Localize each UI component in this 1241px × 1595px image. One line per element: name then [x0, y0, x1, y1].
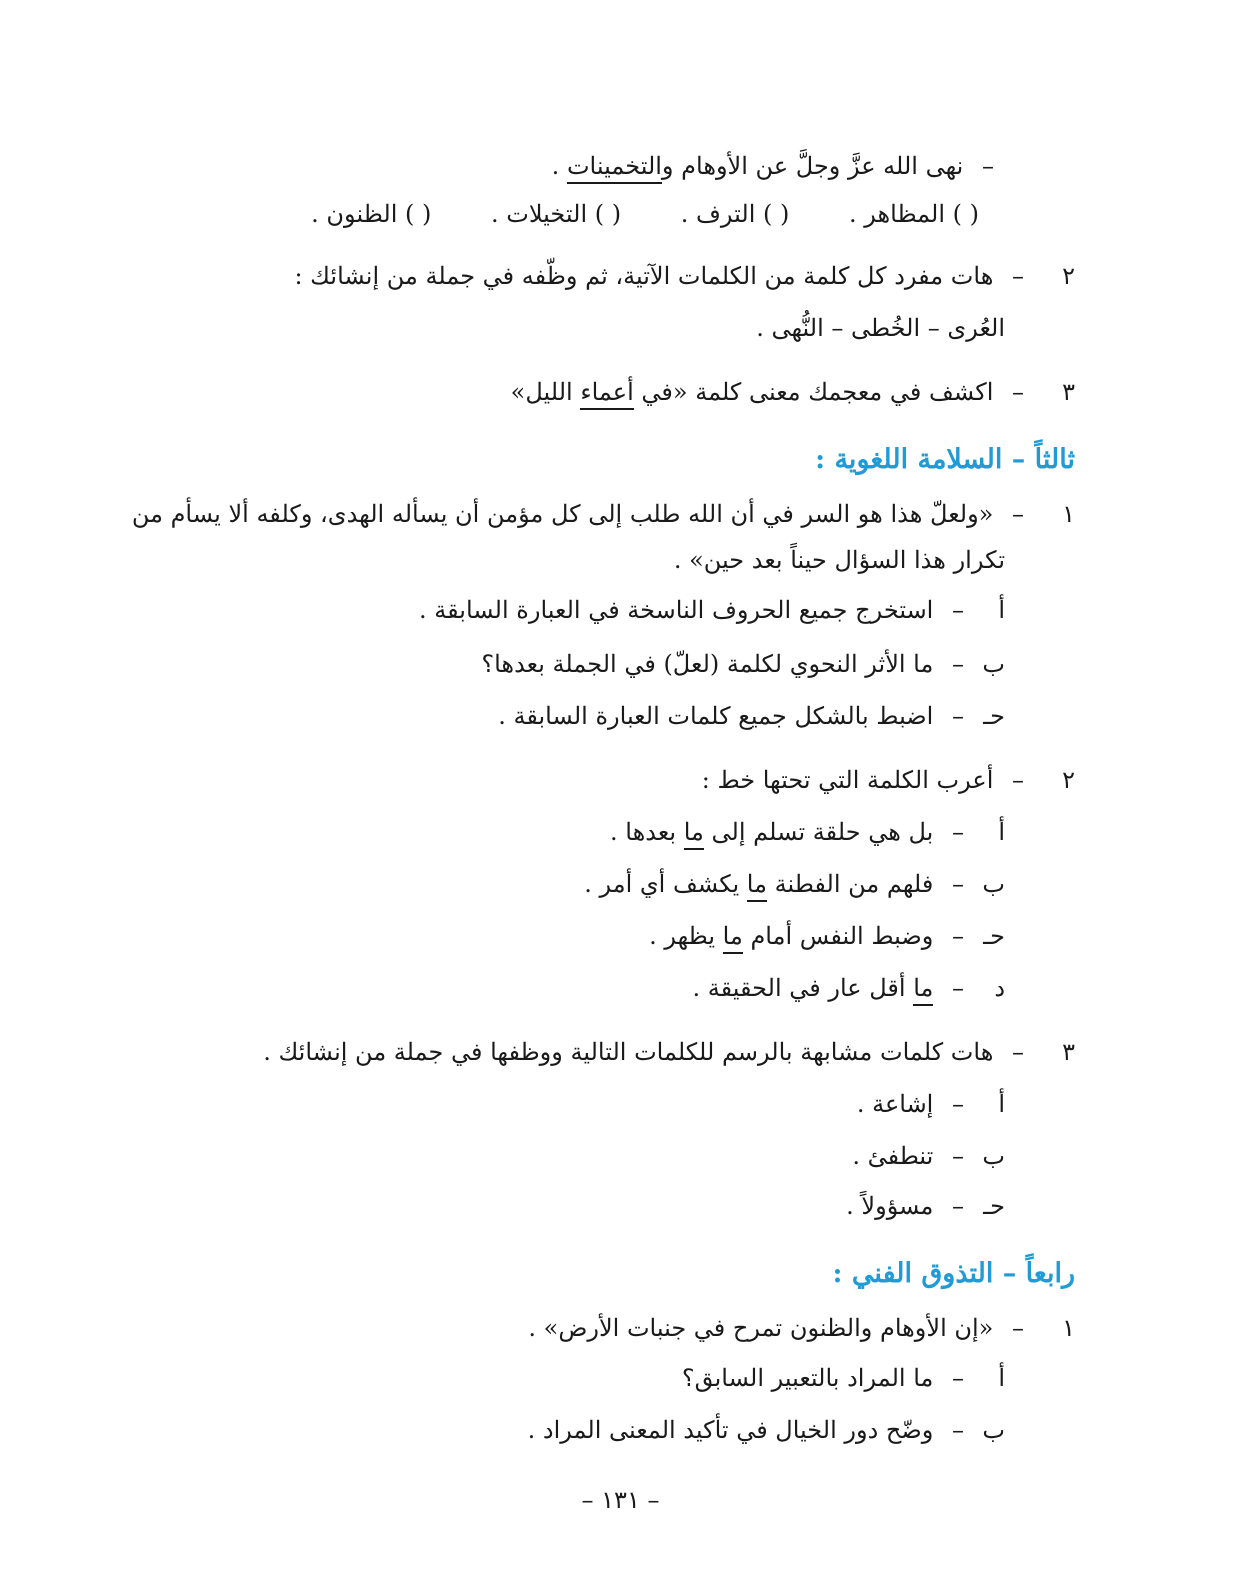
s3-item3-sub-a [857, 1090, 1005, 1118]
q1-option-4[interactable]: ( ) الظنون . [311, 200, 432, 228]
sub-text: وضّح دور الخيال في تأكيد المعنى المراد . [527, 1416, 934, 1444]
sub-underlined: ما [723, 922, 743, 954]
s3-item1-dash: – [1012, 500, 1024, 528]
q1-underlined-word: التخمينات [567, 152, 662, 184]
s3-item2-text: أعرب الكلمة التي تحتها خط : [701, 766, 994, 794]
q2-words: العُرى – الخُطى – النُّهى . [756, 314, 1005, 342]
s3-item2-number: ٢ [1062, 766, 1075, 794]
sub-after: أقل عار في الحقيقة . [692, 974, 914, 1002]
sub-letter: حـ [983, 702, 1005, 730]
s3-item2-sub-c [649, 922, 1005, 950]
sub-letter: ب [982, 1142, 1005, 1170]
sub-text: تنطفئ . [852, 1142, 934, 1170]
sub-letter: أ [998, 1364, 1005, 1392]
sub-letter: ب [982, 870, 1005, 898]
q3-number: ٣ [1062, 378, 1075, 406]
sub-text: مسؤولاً . [846, 1192, 934, 1220]
s4-item1-sub-b [528, 1416, 1005, 1444]
sub-text: اضبط بالشكل جميع كلمات العبارة السابقة . [498, 702, 934, 730]
s3-item3 [263, 1038, 1075, 1066]
page-number: – ١٣١ – [581, 1486, 660, 1514]
q3-text-after: الليل» [510, 378, 581, 406]
sub-underlined: ما [747, 870, 767, 902]
q1-option-1[interactable]: ( ) المظاهر . [849, 200, 979, 228]
s3-item1-sub-c [498, 702, 1005, 730]
sub-text: إشاعة . [856, 1090, 934, 1118]
q1-text-before: نهى الله عزَّ وجلَّ عن الأوهام و [661, 152, 964, 180]
sub-text: استخرج جميع الحروف الناسخة في العبارة السابقة . [419, 596, 934, 624]
sub-letter: أ [998, 818, 1005, 846]
s3-item1-line1: «ولعلّ هذا هو السر في أن الله طلب إلى كل مؤمن أن يسأله الهدى، وكلفه ألا يسأم من [131, 500, 994, 528]
sub-after: بعدها . [610, 818, 684, 846]
q3-text-before: اكشف في معجمك معنى كلمة «في [633, 378, 994, 406]
sub-dash: – [952, 650, 964, 678]
s3-item3-sub-c [846, 1192, 1005, 1220]
sub-dash: – [952, 818, 964, 846]
section4-title: رابعاً – التذوق الفني : [832, 1258, 1075, 1289]
sub-underlined: ما [913, 974, 933, 1006]
sub-before: وضبط النفس أمام [742, 922, 934, 950]
sub-before: فلهم من الفطنة [766, 870, 934, 898]
q3-dash: – [1012, 378, 1024, 406]
sub-after: يظهر . [649, 922, 723, 950]
s3-item2-sub-a [610, 818, 1005, 846]
sub-before: بل هي حلقة تسلم إلى [703, 818, 934, 846]
s4-item1-number: ١ [1062, 1314, 1075, 1342]
s3-item1-sub-b [481, 650, 1005, 678]
sub-dash: – [952, 1192, 964, 1220]
sub-letter: ب [982, 1416, 1005, 1444]
sub-letter: ب [982, 650, 1005, 678]
q1-option-2[interactable]: ( ) الترف . [680, 200, 790, 228]
sub-letter: حـ [983, 1192, 1005, 1220]
q1-options [311, 200, 979, 228]
sub-dash: – [952, 1416, 964, 1444]
q3-underlined-word: أعماء [580, 378, 633, 410]
s3-item1-number: ١ [1062, 500, 1075, 528]
sub-after: يكشف أي أمر . [584, 870, 747, 898]
q2-dash: – [1012, 262, 1024, 290]
s3-item2-dash: – [1012, 766, 1024, 794]
sub-text: ما المراد بالتعبير السابق؟ [681, 1364, 934, 1392]
s3-item1-sub-a [419, 596, 1005, 624]
sub-letter: أ [998, 1090, 1005, 1118]
sub-dash: – [952, 974, 964, 1002]
q2-question [294, 262, 1075, 290]
q1-option-3[interactable]: ( ) التخيلات . [491, 200, 622, 228]
sub-dash: – [952, 1364, 964, 1392]
s3-item3-text: هات كلمات مشابهة بالرسم للكلمات التالية ووظفها في جملة من إنشائك . [263, 1038, 994, 1066]
sub-letter: د [994, 974, 1005, 1002]
sub-letter: حـ [983, 922, 1005, 950]
sub-dash: – [952, 922, 964, 950]
s3-item3-dash: – [1012, 1038, 1024, 1066]
s4-item1-text: «إن الأوهام والظنون تمرح في جنبات الأرض» . [528, 1314, 994, 1342]
section3-title: ثالثاً – السلامة اللغوية : [815, 444, 1075, 475]
q2-number: ٢ [1062, 262, 1075, 290]
q1-text-after: . [551, 152, 567, 180]
sub-underlined: ما [684, 818, 704, 850]
sub-dash: – [952, 870, 964, 898]
sub-dash: – [952, 1142, 964, 1170]
sub-dash: – [952, 702, 964, 730]
s3-item1 [132, 500, 1075, 528]
s3-item3-sub-b [852, 1142, 1005, 1170]
s3-item2 [702, 766, 1075, 794]
sub-letter: أ [998, 596, 1005, 624]
q3-question [511, 378, 1075, 406]
s3-item1-line2: تكرار هذا السؤال حيناً بعد حين» . [673, 546, 1005, 574]
s4-item1-sub-a [682, 1364, 1005, 1392]
s3-item2-sub-d [693, 974, 1005, 1002]
s4-item1-dash: – [1012, 1314, 1024, 1342]
s4-item1 [528, 1314, 1075, 1342]
sub-dash: – [952, 596, 964, 624]
s3-item2-sub-b [584, 870, 1005, 898]
q2-text: هات مفرد كل كلمة من الكلمات الآتية، ثم وظّفه في جملة من إنشائك : [294, 262, 994, 290]
sub-dash: – [952, 1090, 964, 1118]
s3-item3-number: ٣ [1062, 1038, 1075, 1066]
q1-statement [552, 152, 1005, 180]
q1-dash: – [982, 152, 994, 180]
sub-text: ما الأثر النحوي لكلمة (لعلّ) في الجملة بعدها؟ [481, 650, 934, 678]
